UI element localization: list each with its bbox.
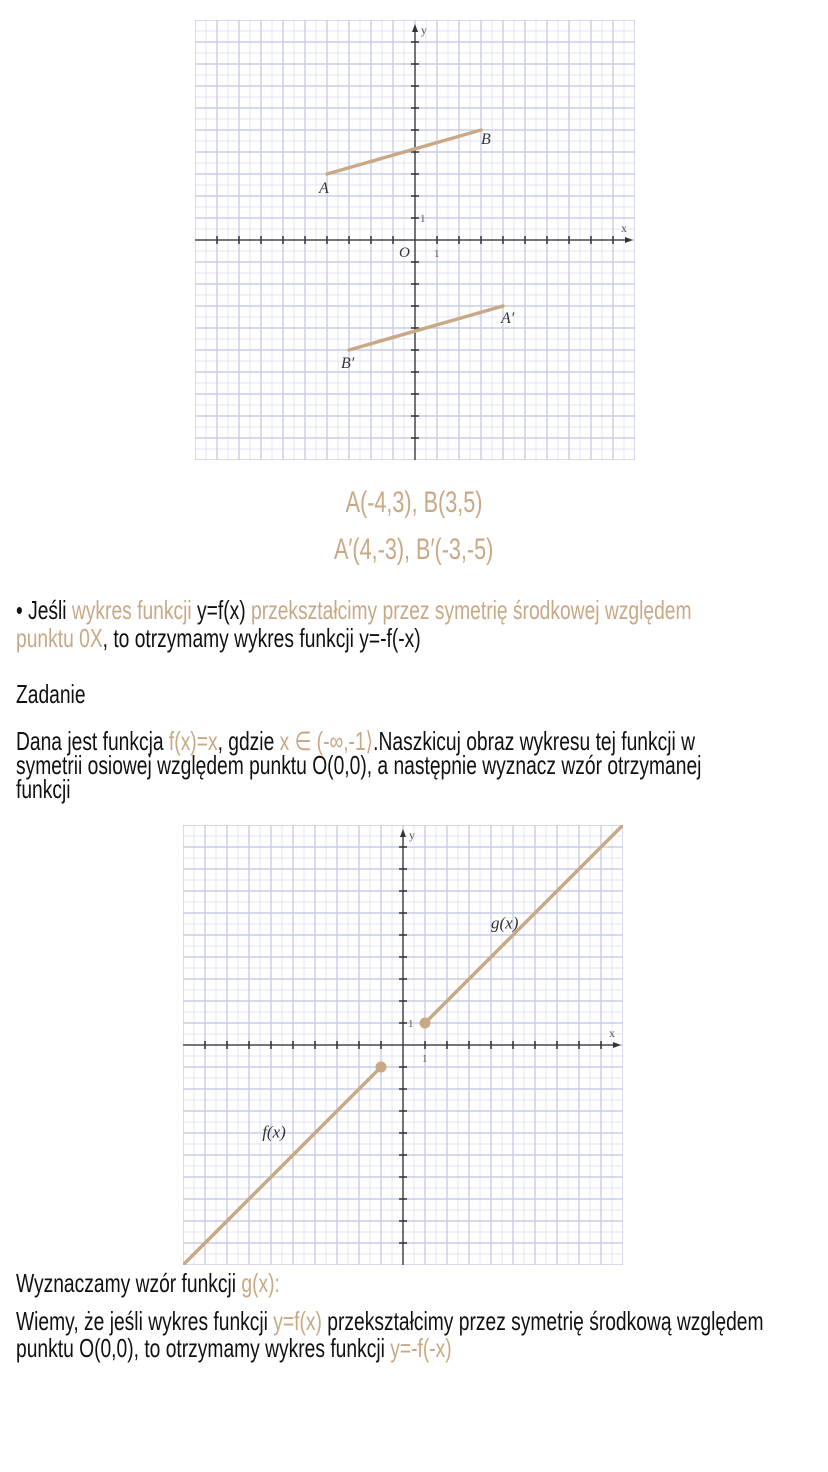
y-axis-label: y bbox=[421, 23, 427, 37]
points-ab: A(-4,3), B(3,5) bbox=[345, 486, 483, 519]
x-tick-label-1: 1 bbox=[422, 1053, 428, 1065]
solution-line-2: Wiemy, że jeśli wykres funkcji y=f(x) przekształcimy przez symetrię środkową względem bbox=[16, 1306, 764, 1336]
points-ab-prime: A′(4,-3), B′(-3,-5) bbox=[334, 533, 494, 566]
task-heading: Zadanie bbox=[16, 679, 86, 709]
task-line-3: funkcji bbox=[16, 774, 71, 804]
y-axis-arrow-icon bbox=[400, 829, 406, 837]
x-axis-arrow-icon bbox=[613, 1042, 621, 1048]
y-tick-label-1: 1 bbox=[420, 213, 426, 225]
g-label: g(x) bbox=[491, 913, 519, 933]
task-line-1: Dana jest funkcja f(x)=x, gdzie x ∈ (-∞,-1⟩.Naszkicuj obraz wykresu tej funkcji w bbox=[16, 726, 696, 756]
solution-line-3: punktu O(0,0), to otrzymamy wykres funkcji y=-f(-x) bbox=[16, 1333, 452, 1363]
endpoint-dot bbox=[376, 1062, 387, 1073]
rule-line-1: • Jeśli wykres funkcji y=f(x) przekształcimy przez symetrię środkowej względem bbox=[16, 595, 692, 625]
rule-line-2: punktu 0X, to otrzymamy wykres funkcji y=-f(-x) bbox=[16, 623, 421, 653]
point-label-a-prime: A′ bbox=[501, 310, 515, 327]
f-label: f(x) bbox=[262, 1122, 286, 1142]
point-label-a: A bbox=[319, 180, 329, 197]
origin-label: O bbox=[399, 245, 410, 261]
x-tick-label-1: 1 bbox=[434, 248, 440, 260]
point-label-b-prime: B′ bbox=[341, 355, 355, 372]
endpoint-dot bbox=[420, 1018, 431, 1029]
solution-line-1: Wyznaczamy wzór funkcji g(x): bbox=[16, 1268, 280, 1298]
y-axis-arrow-icon bbox=[412, 24, 418, 32]
y-tick-label-1: 1 bbox=[408, 1018, 414, 1030]
y-axis-label: y bbox=[409, 828, 415, 842]
graph-segment-symmetry bbox=[195, 20, 635, 460]
point-label-b: B bbox=[481, 131, 491, 148]
task-line-2: symetrii osiowej względem punktu O(0,0), a następnie wyznacz wzór otrzymanej bbox=[16, 750, 702, 780]
x-axis-arrow-icon bbox=[625, 237, 633, 243]
x-axis-label: x bbox=[609, 1026, 615, 1040]
graph-f-g bbox=[183, 825, 623, 1265]
x-axis-label: x bbox=[621, 221, 627, 235]
